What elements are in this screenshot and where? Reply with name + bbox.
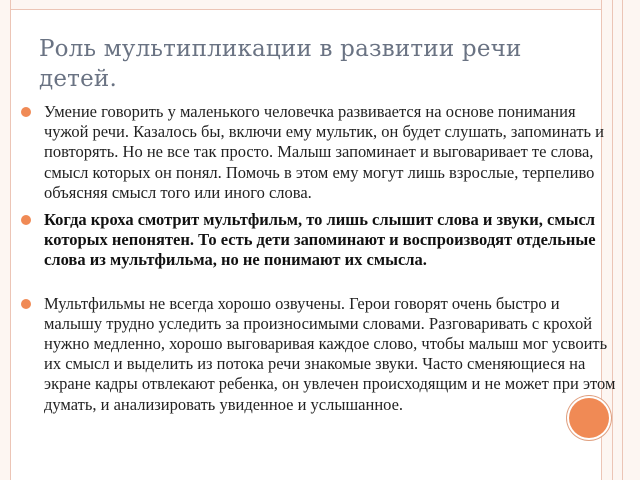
bullet-dot-icon [21,299,31,309]
body-paragraph-emphasis [20,210,616,271]
top-border-line [11,9,601,10]
bullet-dot-icon [21,107,31,117]
slide-title: Роль мультипликации в развитии речи детей. [39,36,522,92]
left-border-band [0,0,10,480]
body-paragraph [20,294,616,415]
body-paragraph [20,102,616,203]
right-decor-line [622,0,623,480]
top-border-band [11,0,601,9]
slide-body [20,102,616,422]
left-border-line [10,0,11,480]
paragraph-text: Когда кроха смотрит мультфильм, то лишь слышит слова и звуки, смысл которых непонятен. То есть дети запоминают и воспроизводят отдельные слова из мультфильма, но не понимают их смысла. [44,210,596,270]
bullet-dot-icon [21,215,31,225]
paragraph-text: Умение говорить у маленького человечка развивается на основе понимания чужой речи. Казалось бы, включи ему мультик, он будет слушать, запоминать и повторять. Но не все так просто. Малыш запоминает и выговаривает те слова, смысл которых он понял. Помочь в этом ему могут лишь взрослые, терпеливо объясняя смысл того или иного слова. [44,102,605,202]
decorative-circle-icon [569,398,609,438]
paragraph-text: Мультфильмы не всегда хорошо озвучены. Герои говорят очень быстро и малышу трудно уследить за произносимыми словами. Разговаривать с крохой нужно медленно, хорошо выговаривая каждое слово, чтобы малыш мог усвоить их смысл и выделить из потока речи знакомые звуки. Часто сменяющиеся на экране кадры отвлекают ребенка, он увлечен происходящим и не может при этом думать, и анализировать увиденное и услышанное. [44,293,616,414]
